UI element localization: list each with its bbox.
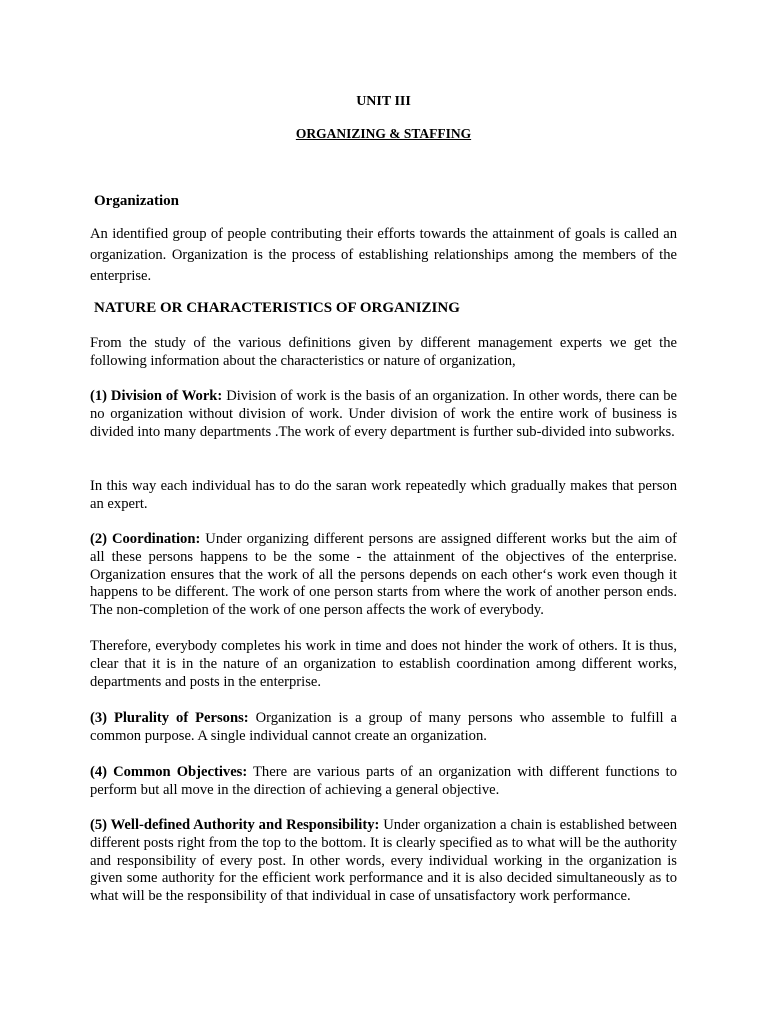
item-label: (1) Division of Work: (90, 388, 223, 404)
nature-intro: From the study of the various definitions given by different management experts we get the following information about the characteristics or nature of organization, (90, 335, 677, 369)
coordination-extra-paragraph: Therefore, everybody completes his work in time and does not hinder the work of others. It is thus, clear that it is in the nature of an organization to establish coordination among different works, departments and posts in the enterprise. (90, 638, 677, 690)
item-coordination (90, 531, 677, 620)
item-text: Organization is a group of many persons who assemble to fulfill a common purpose. A single individual cannot create an organization. (90, 710, 677, 744)
item-common-objectives (90, 764, 677, 800)
document-page (90, 0, 677, 1024)
item-division-of-work (90, 388, 677, 441)
item-text: Division of work is the basis of an organization. In other words, there can be no organization without division of work. Under division of work the entire work of business is divided into many departments .The work of every department is further sub-divided into subworks. (90, 388, 677, 440)
nature-heading: NATURE OR CHARACTERISTICS OF ORGANIZING (94, 300, 460, 316)
item-label: (4) Common Objectives: (90, 764, 248, 780)
organization-heading: Organization (94, 193, 179, 209)
organization-definition: An identified group of people contributing their efforts towards the attainment of goals is called an organization. Organization is the process of establishing relationships among the members of the enterprise. (90, 226, 677, 284)
division-extra-paragraph: In this way each individual has to do the saran work repeatedly which gradually makes that person an expert. (90, 478, 677, 512)
item-plurality-of-persons (90, 710, 677, 746)
section-title: ORGANIZING & STAFFING (295, 126, 472, 141)
item-label: (5) Well-defined Authority and Responsibility: (90, 817, 380, 833)
item-label: (2) Coordination: (90, 531, 201, 547)
item-label: (3) Plurality of Persons: (90, 710, 249, 726)
unit-title: UNIT III (356, 94, 411, 109)
item-text: Under organization a chain is established between different posts right from the top to the bottom. It is clearly specified as to what will be the authority and responsibility of every post. In other words, every individual working in the organization is given some authority for the efficient work performance and it is also decided simultaneously as to what will be the responsibility of that individual in case of unsatisfactory work performance. (90, 817, 677, 905)
item-text: Under organizing different persons are assigned different works but the aim of all these persons happens to be the some - the attainment of the objectives of the enterprise. Organization ensures that the work of all the persons depends on each other‘s work even though it happens to be different. The work of one person starts from where the work of another person ends. The non-completion of the work of one person affects the work of everybody. (90, 531, 677, 619)
item-text: There are various parts of an organization with different functions to perform but all move in the direction of achieving a general objective. (90, 764, 677, 798)
item-authority-responsibility (90, 817, 677, 906)
